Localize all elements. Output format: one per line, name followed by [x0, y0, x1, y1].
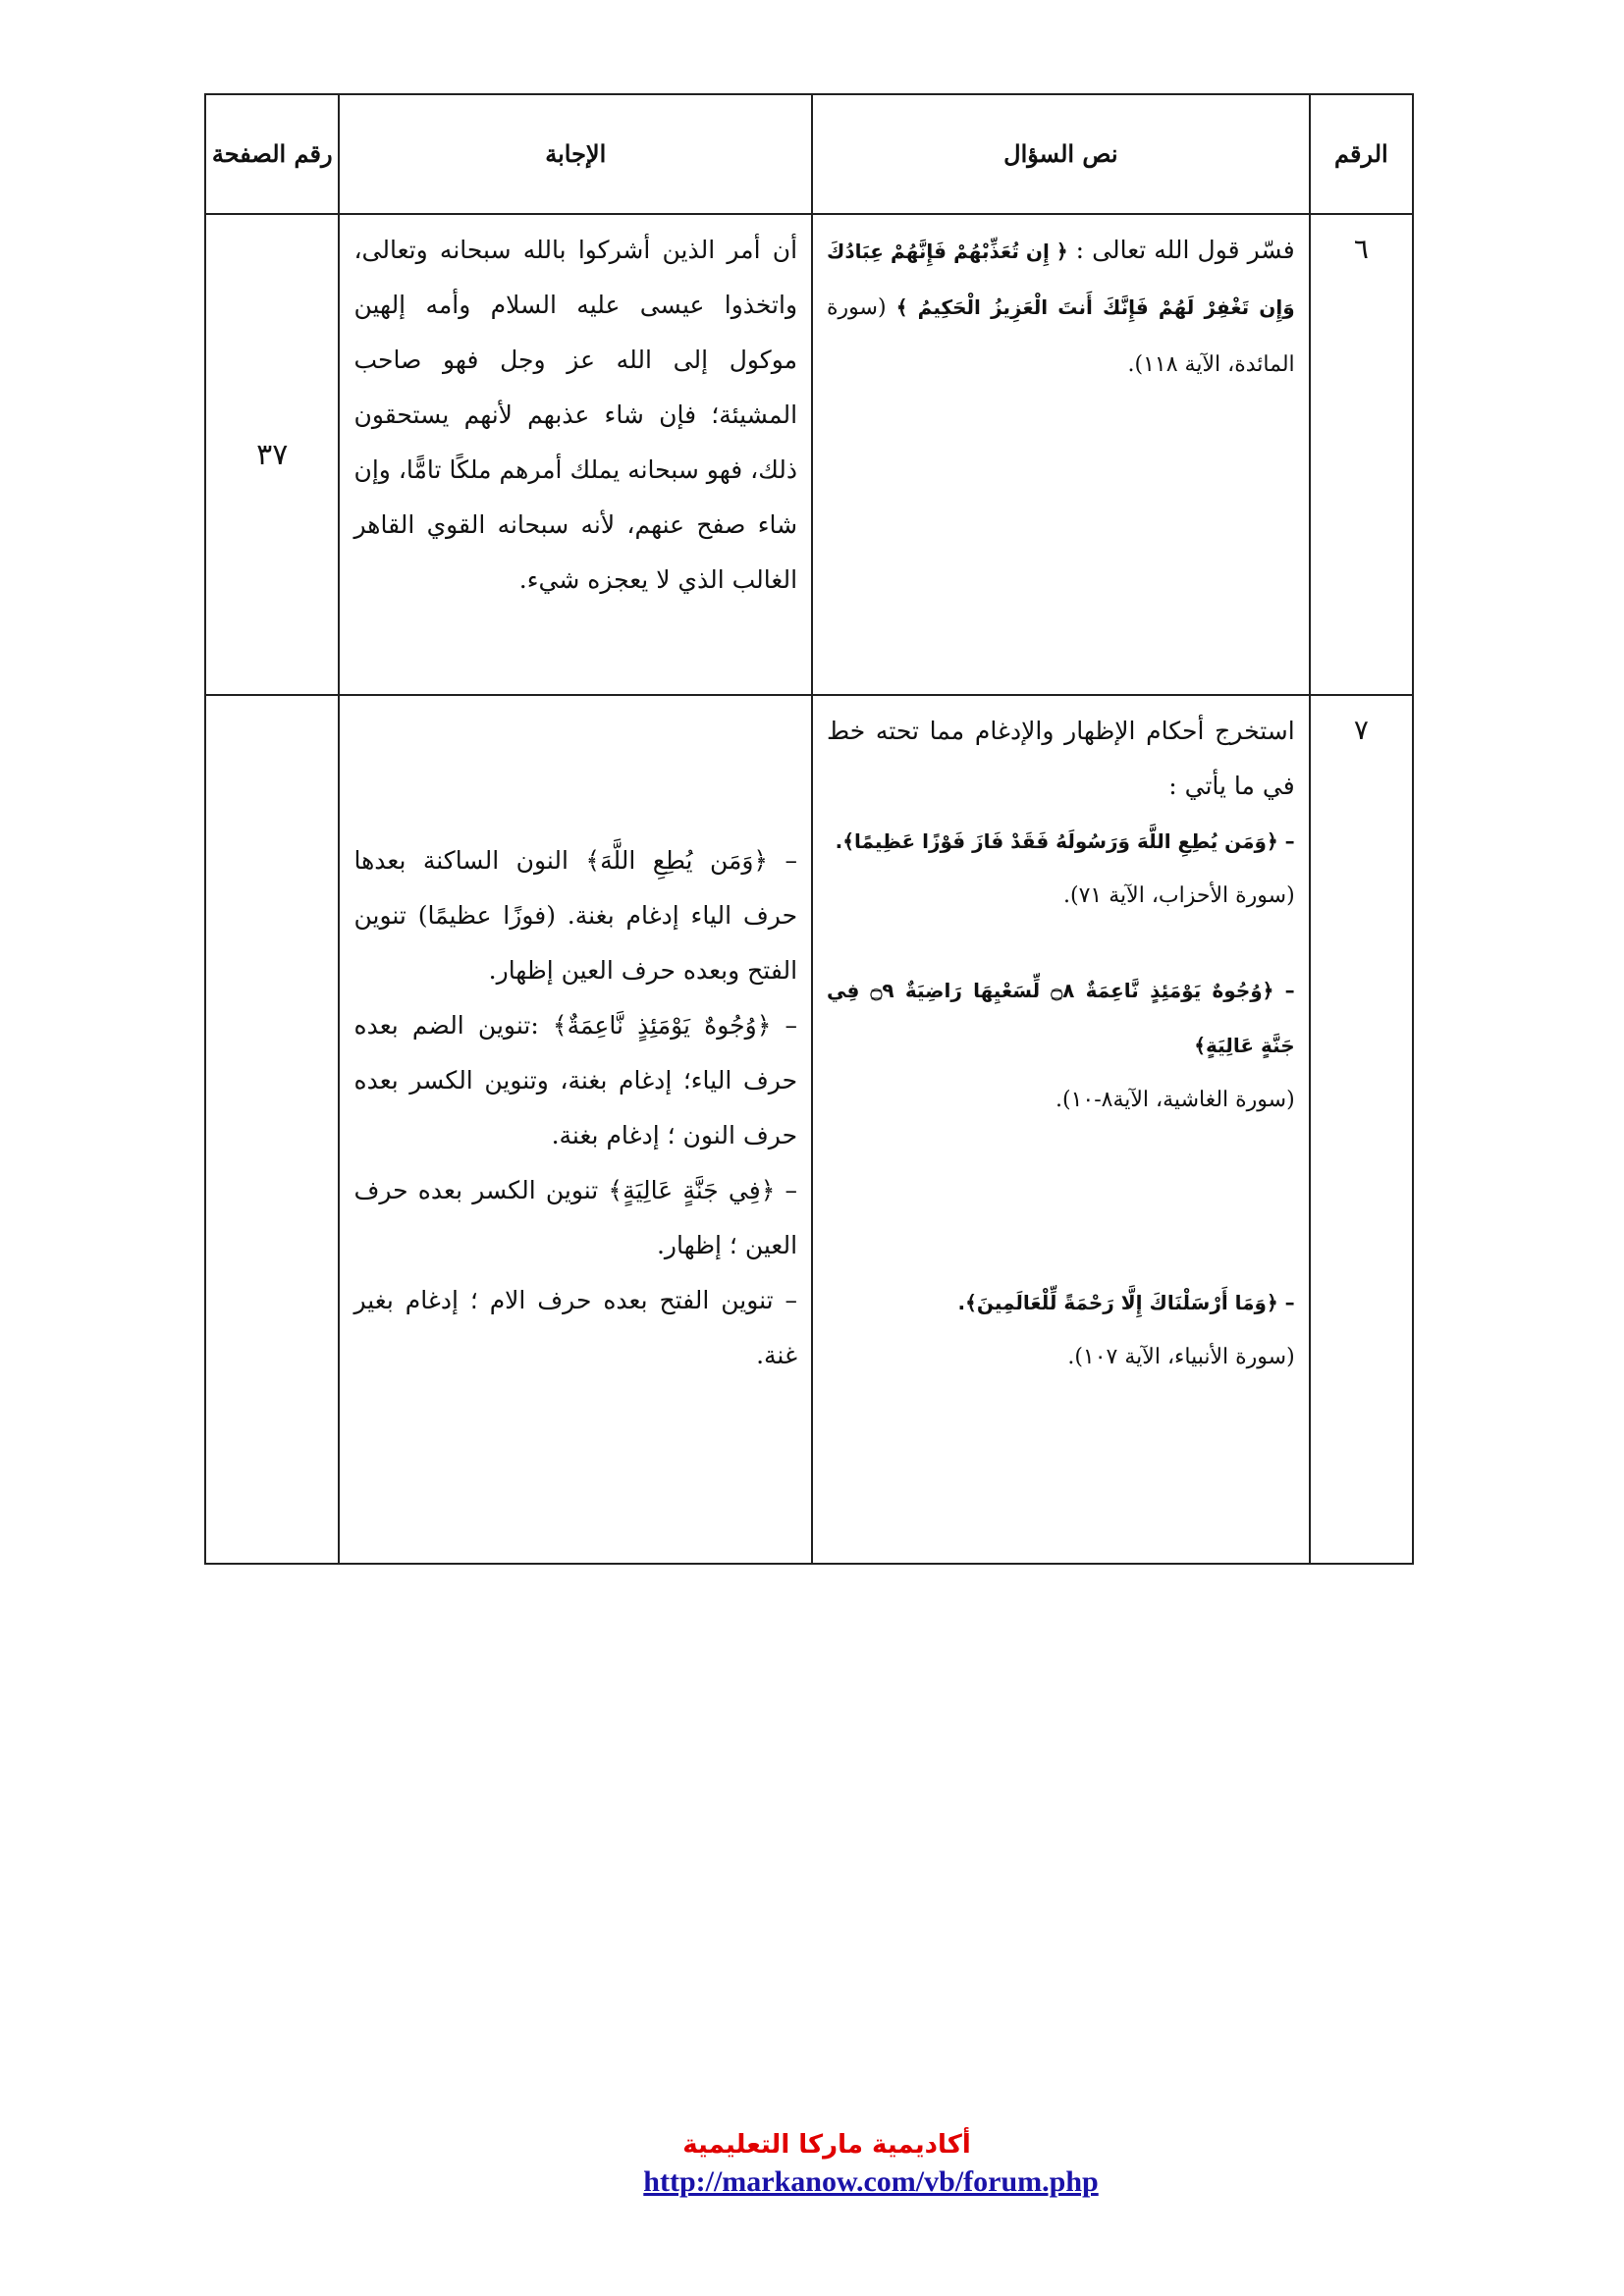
- question-cell: [812, 214, 1310, 695]
- question-intro: استخرج أحكام الإظهار والإدغام مما تحته خط في ما يأتي :: [827, 717, 1295, 800]
- question-item-verse: – ﴿وُجُوهٌ يَوْمَئِذٍ نَّاعِمَةٌ ۝٨ لِّسَعْيِهَا رَاضِيَةٌ ۝٩ فِي جَنَّةٍ عَالِيَةٍ﴾: [827, 979, 1295, 1057]
- footer-brand: أكاديمية ماركا التعليمية: [682, 2130, 971, 2160]
- header-num: الرقم: [1310, 94, 1413, 214]
- answer-item: – ﴿وُجُوهٌ يَوْمَئِذٍ نَّاعِمَةٌ﴾ :تنوين الضم بعده حرف الياء؛ إدغام بغنة، وتنوين الكسر بعده حرف النون ؛ إدغام بغنة.: [353, 1011, 798, 1149]
- row-number: ٧: [1310, 695, 1413, 1564]
- table-row: [205, 214, 1413, 695]
- answer-item: – تنوين الفتح بعده حرف الام ؛ إدغام بغير غنة.: [353, 1286, 798, 1369]
- answer-item: – ﴿فِي جَنَّةٍ عَالِيَةٍ﴾ تنوين الكسر بعده حرف العين ؛ إظهار.: [353, 1176, 798, 1259]
- page-number: [205, 695, 339, 1564]
- question-item-verse: – ﴿وَمَا أَرْسَلْنَاكَ إِلَّا رَحْمَةً لِّلْعَالَمِينَ﴾.: [957, 1291, 1295, 1314]
- question-item-ref: (سورة الأحزاب، الآية ٧١).: [1063, 883, 1295, 908]
- question-item-ref: (سورة الغاشية، الآية٨-١٠).: [1055, 1088, 1295, 1112]
- answers-table: [204, 93, 1414, 1565]
- header-row: [205, 94, 1413, 214]
- header-answer: الإجابة: [339, 94, 812, 214]
- question-intro: فسّر قول الله تعالى :: [1067, 236, 1295, 264]
- question-item-verse: – ﴿وَمَن يُطِعِ اللَّهَ وَرَسُولَهُ فَقَدْ فَازَ فَوْزًا عَظِيمًا﴾.: [835, 829, 1295, 853]
- header-question: نص السؤال: [812, 94, 1310, 214]
- footer-link[interactable]: http://markanow.com/vb/forum.php: [643, 2165, 1099, 2198]
- answer-cell: [339, 214, 812, 695]
- answer-item: – ﴿وَمَن يُطِعِ اللَّهَ﴾ النون الساكنة بعدها حرف الياء إدغام بغنة. (فوزًا عظيمًا) تنوين الفتح وبعده حرف العين إظهار.: [353, 846, 798, 985]
- question-cell: [812, 695, 1310, 1564]
- answer-text: أن أمر الذين أشركوا بالله سبحانه وتعالى، واتخذوا عيسى عليه السلام وأمه إلهين موكول إلى الله عز وجل فهو صاحب المشيئة؛ فإن شاء عذبهم لأنهم يستحقون ذلك، فهو سبحانه يملك أمرهم ملكًا تامًّا، وإن شاء صفح عنهم، لأنه سبحانه القوي القاهر الغالب الذي لا يعجزه شيء.: [353, 236, 798, 594]
- header-page: رقم الصفحة: [205, 94, 339, 214]
- table-row: [205, 695, 1413, 1564]
- footer: [0, 2130, 1624, 2199]
- question-ref: (سورة المائدة، الآية ١١٨).: [827, 295, 1295, 377]
- page-number: ٣٧: [205, 214, 339, 695]
- answer-cell: [339, 695, 812, 1564]
- question-verse: ﴿ إِن تُعَذِّبْهُمْ فَإِنَّهُمْ عِبَادُكَ وَإِن تَغْفِرْ لَهُمْ فَإِنَّكَ أَنتَ الْعَزِيزُ الْحَكِيمُ ﴾: [827, 240, 1295, 319]
- question-item-ref: (سورة الأنبياء، الآية ١٠٧).: [1067, 1345, 1295, 1369]
- row-number: ٦: [1310, 214, 1413, 695]
